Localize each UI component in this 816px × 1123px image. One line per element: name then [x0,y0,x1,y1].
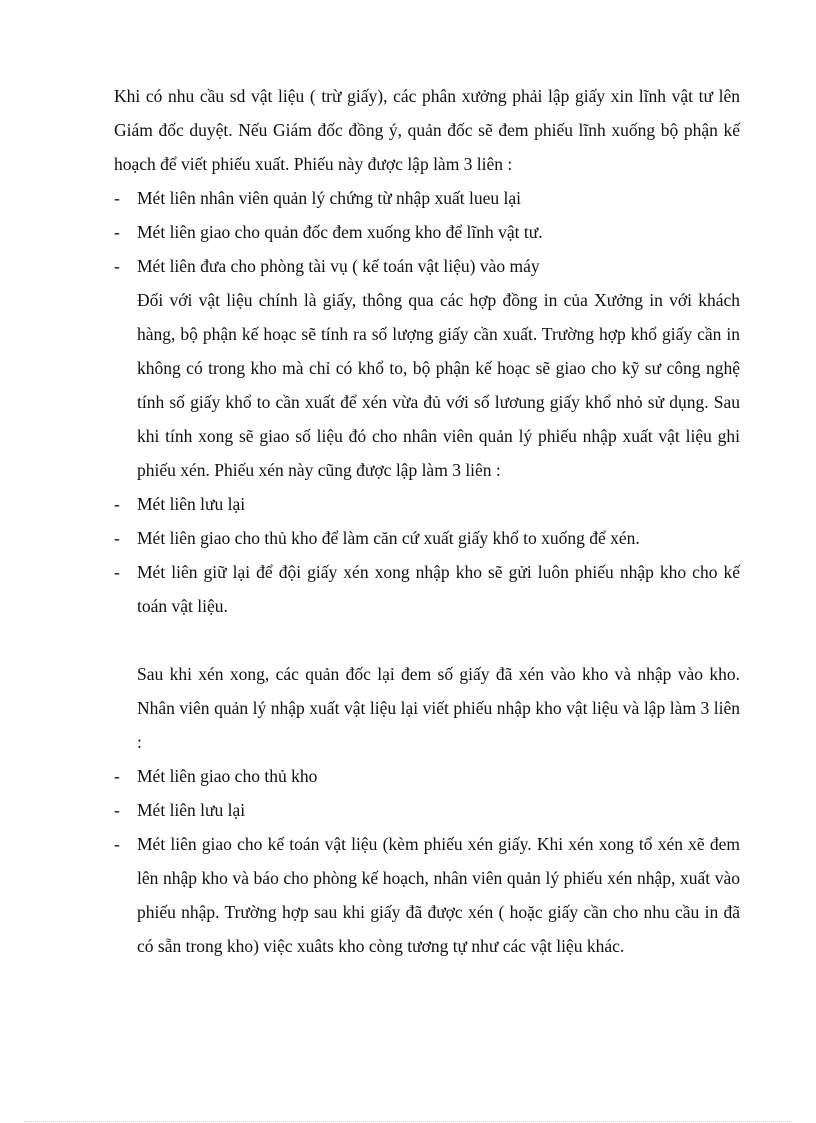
list-item-text: Mét liên giữ lại để đội giấy xén xong nhập kho sẽ gửi luôn phiếu nhập kho cho kế toán vật liệu. [137,562,740,616]
list-item [114,249,740,283]
list-item-text: Mét liên lưu lại [137,494,246,514]
bullet-dash: - [114,494,120,514]
list-item [114,793,740,827]
bullet-dash: - [114,834,120,854]
bullet-dash: - [114,256,120,276]
paragraph-spacer [114,623,740,657]
list-item [114,181,740,215]
list-item-text: Mét liên giao cho quản đốc đem xuống kho để lĩnh vật tư. [137,222,543,242]
list-item-text: Mét liên lưu lại [137,800,246,820]
copies-list-receipt-slip [114,759,740,963]
list-item-text: Mét liên giao cho thủ kho [137,766,318,786]
paragraph-paper-materials: Đối với vật liệu chính là giấy, thông qua các hợp đồng in của Xưởng in với khách hàng, bộ phận kế hoạc sẽ tính ra số lượng giấy cần xuất. Trường hợp khổ giấy cần in không có trong kho mà chỉ có khổ to, bộ phận kế hoạc sẽ giao cho kỹ sư công nghệ tính số giấy khổ to cần xuất để xén vừa đủ với số lươung giấy khổ nhỏ sử dụng. Sau khi tính xong sẽ giao số liệu đó cho nhân viên quản lý phiếu nhập xuất vật liệu ghi phiếu xén. Phiếu xén này cũng được lập làm 3 liên : [137,290,740,480]
bullet-dash: - [114,766,120,786]
list-item-text: Mét liên nhân viên quản lý chứng từ nhập xuất lueu lại [137,188,521,208]
list-item-text: Mét liên giao cho kế toán vật liệu (kèm phiếu xén giấy. Khi xén xong tổ xén xẽ đem lên nhập kho và báo cho phòng kế hoạch, nhân viên quản lý phiếu xén nhập, xuất vào phiếu nhập. Trường hợp sau khi giấy đã được xén ( hoặc giấy cần cho nhu cầu in đã có sẵn trong kho) việc xuâts kho còng tương tự như các vật liệu khác. [137,834,740,956]
bullet-dash: - [114,562,120,582]
list-item-text: Mét liên đưa cho phòng tài vụ ( kế toán vật liệu) vào máy [137,256,540,276]
bullet-dash: - [114,528,120,548]
list-item-text: Mét liên giao cho thủ kho để làm căn cứ xuất giấy khổ to xuống để xén. [137,528,640,548]
list-item [114,215,740,249]
bullet-dash: - [114,222,120,242]
list-item [114,759,740,793]
copies-list-issue-slip [114,181,740,283]
bullet-dash: - [114,800,120,820]
list-item [114,555,740,623]
list-item [114,827,740,963]
bullet-dash: - [114,188,120,208]
paragraph-request-materials: Khi có nhu cầu sd vật liệu ( trừ giấy), các phân xưởng phải lập giấy xin lĩnh vật tư lên Giám đốc duyệt. Nếu Giám đốc đồng ý, quản đốc sẽ đem phiếu lĩnh xuống bộ phận kế hoạch để viết phiếu xuất. Phiếu này được lập làm 3 liên : [114,86,740,174]
document-body [114,79,740,963]
copies-list-cutting-slip [114,487,740,623]
paragraph-after-cutting: Sau khi xén xong, các quản đốc lại đem số giấy đã xén vào kho và nhập vào kho. Nhân viên quản lý nhập xuất vật liệu lại viết phiếu nhập kho vật liệu và lập làm 3 liên : [137,664,740,752]
list-item [114,487,740,521]
list-item [114,521,740,555]
page-bottom-border [24,1121,792,1122]
